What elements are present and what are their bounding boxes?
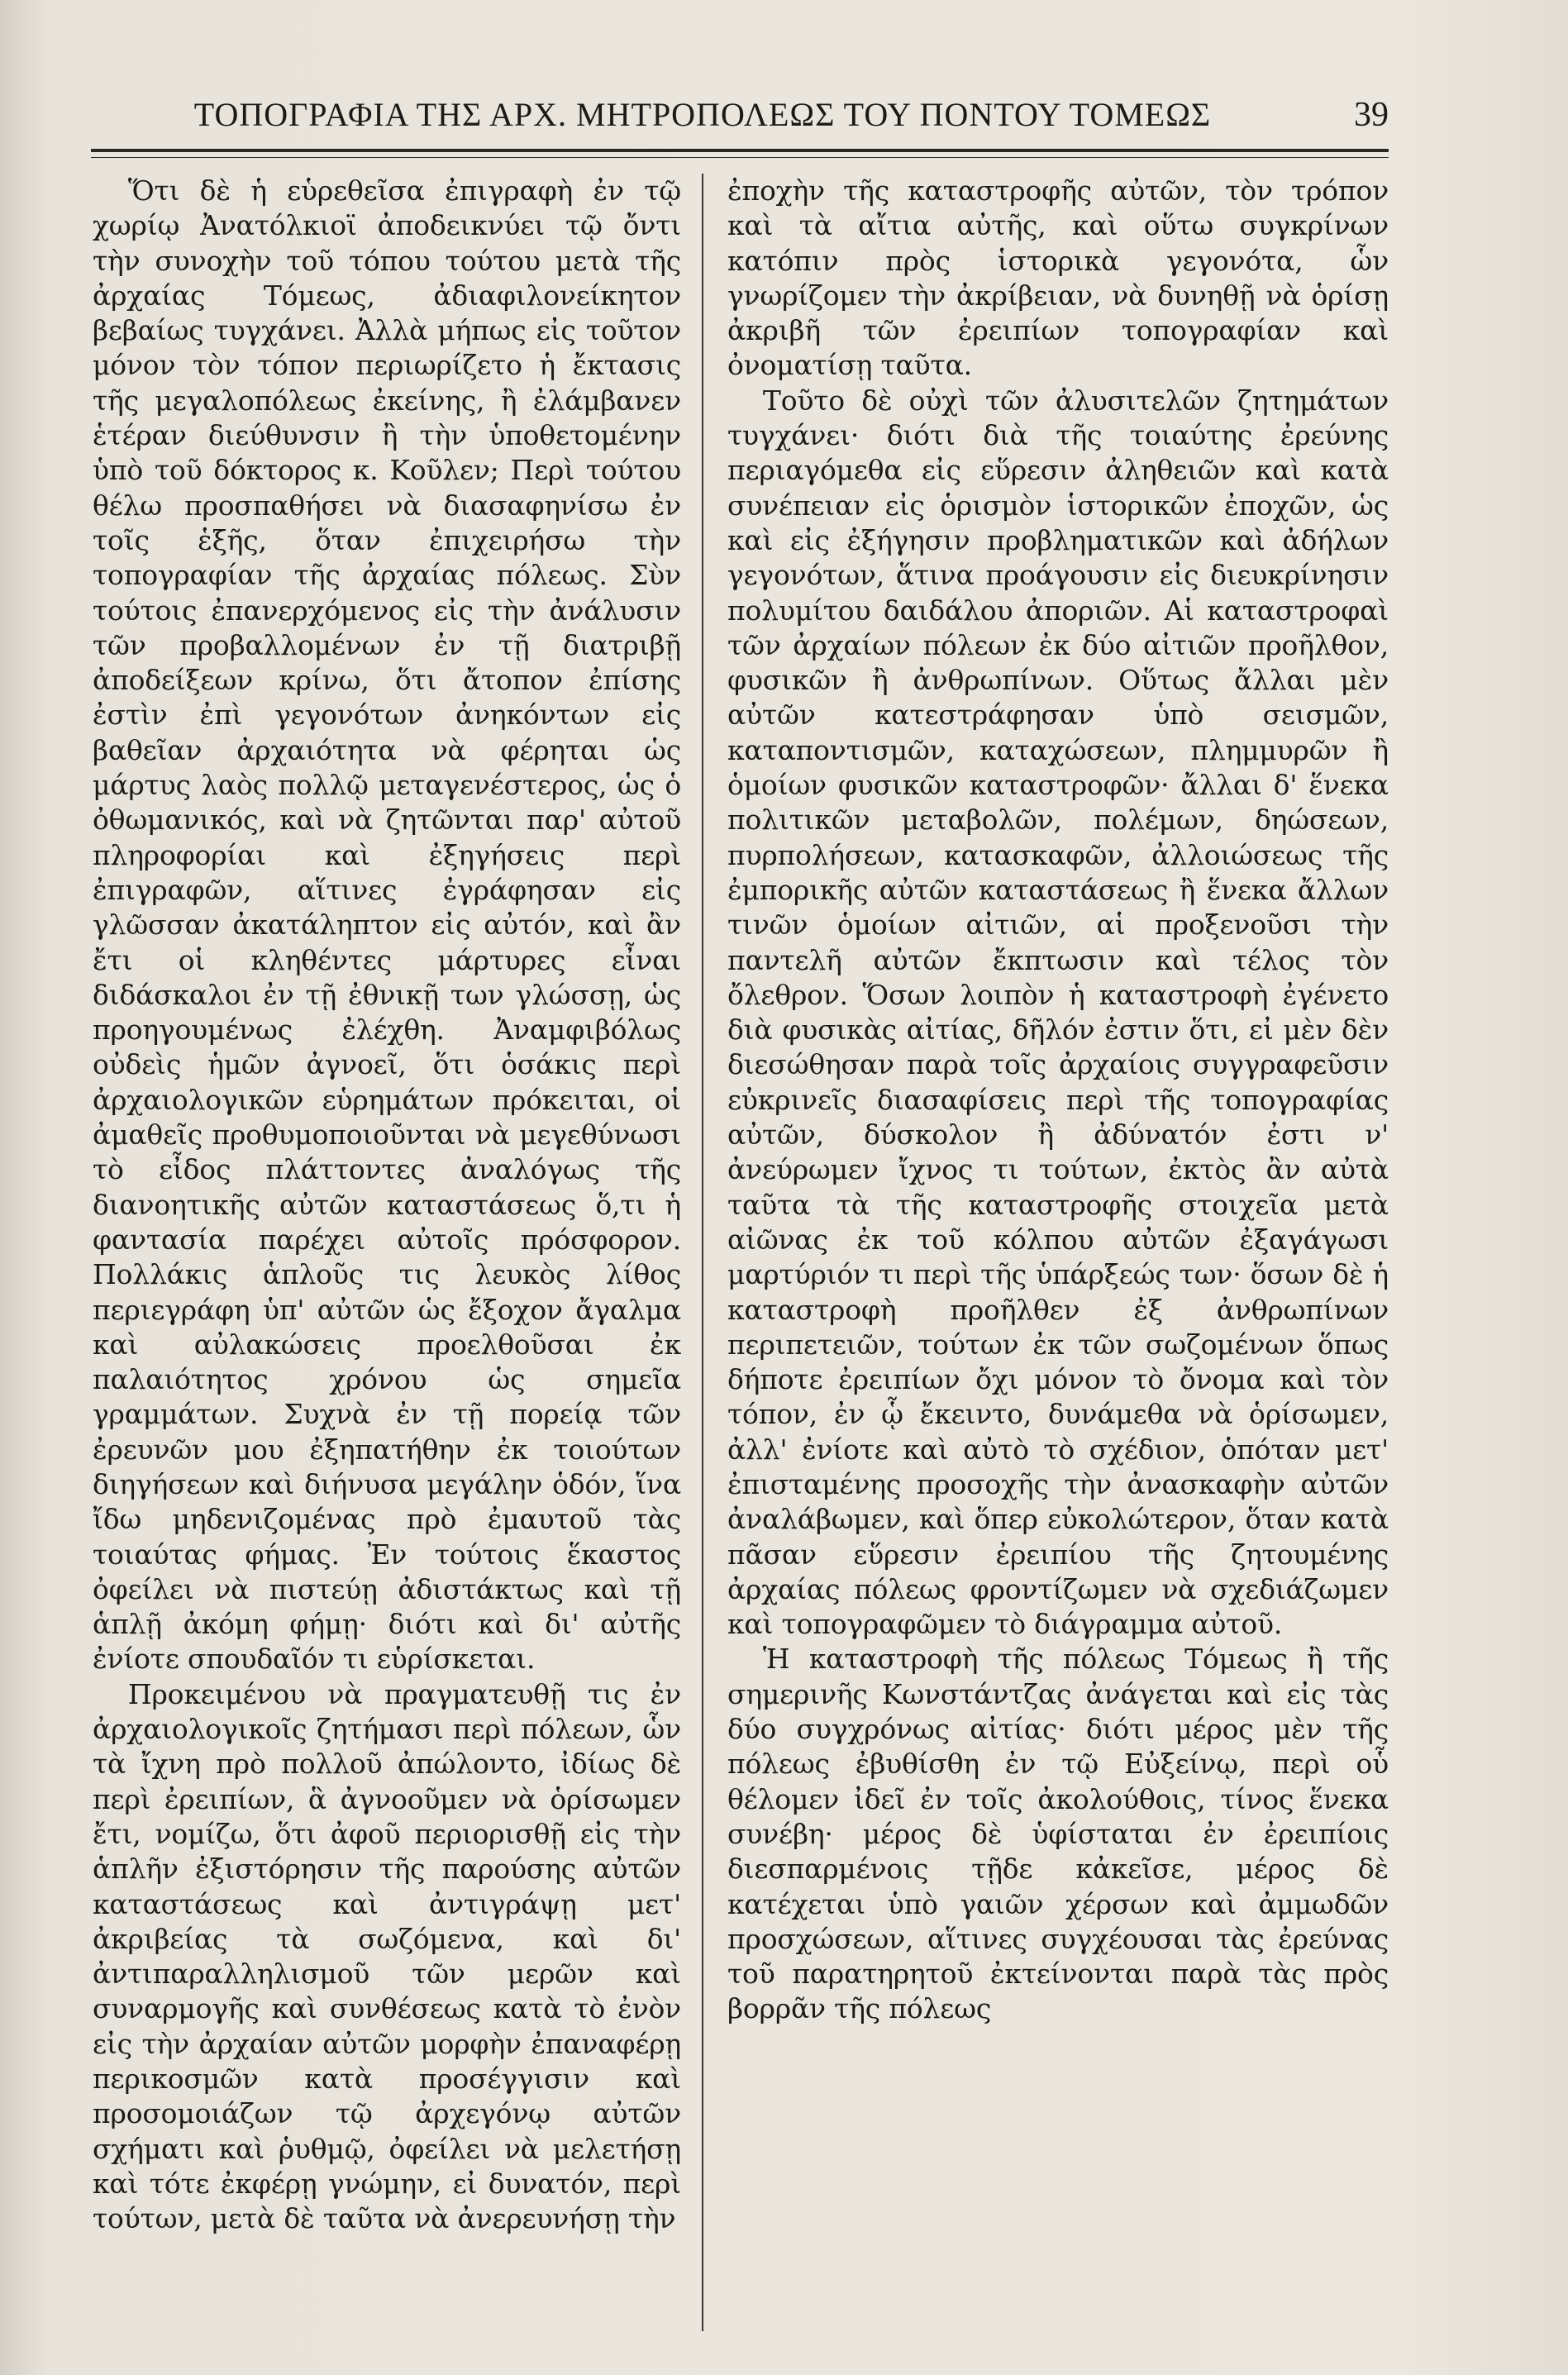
page-number: 39 <box>1354 96 1389 134</box>
header-rule-thin <box>91 157 1389 158</box>
right-column <box>727 174 1389 2339</box>
right-paragraph-2: Τοῦτο δὲ οὐχὶ τῶν ἀλυσιτελῶν ζητημάτων τυγχάνει· διότι διὰ τῆς τοιαύτης ἐρεύνης περιαγόμεθα εἰς εὕρεσιν ἀληθειῶν καὶ κατὰ συνέπειαν εἰς ὁρισμὸν ἱστορικῶν ἐποχῶν, ὡς καὶ εἰς ἐξήγησιν προβληματικῶν καὶ ἀδήλων γεγονότων, ἅτινα προάγουσιν εἰς διευκρίνησιν πολυμίτου δαιδάλου ἀποριῶν. Αἱ καταστροφαὶ τῶν ἀρχαίων πόλεων ἐκ δύο αἰτιῶν προῆλθον, φυσικῶν ἢ ἀνθρωπίνων. Οὕτως ἄλλαι μὲν αὐτῶν κατεστράφησαν ὑπὸ σεισμῶν, καταποντισμῶν, καταχώσεων, πλημμυρῶν ἢ ὁμοίων φυσικῶν καταστροφῶν· ἄλλαι δ' ἕνεκα πολιτικῶν μεταβολῶν, πολέμων, δηώσεων, πυρπολήσεων, κατασκαφῶν, ἀλλοιώσεως τῆς ἐμπορικῆς αὐτῶν καταστάσεως ἢ ἕνεκα ἄλλων τινῶν ὁμοίων αἰτιῶν, αἱ προξενοῦσι τὴν παντελῆ αὐτῶν ἔκπτωσιν καὶ τέλος τὸν ὄλεθρον. Ὅσων λοιπὸν ἡ καταστροφὴ ἐγένετο διὰ φυσικὰς αἰτίας, δῆλόν ἐστιν ὅτι, εἰ μὲν δὲν διεσώθησαν παρὰ τοῖς ἀρχαίοις συγγραφεῦσιν εὐκρινεῖς διασαφίσεις περὶ τῆς τοπογραφίας αὐτῶν, δύσκολον ἢ ἀδύνατόν ἐστι ν' ἀνεύρωμεν ἴχνος τι τούτων, ἐκτὸς ἂν αὐτὰ ταῦτα τὰ τῆς καταστροφῆς στοιχεῖα μετὰ αἰῶνας ἐκ τοῦ κόλπου αὐτῶν ἐξαγάγωσι μαρτύριόν τι περὶ τῆς ὑπάρξεώς των· ὅσων δὲ ἡ καταστροφὴ προῆλθεν ἐξ ἀνθρωπίνων περιπετειῶν, τούτων ἐκ τῶν σωζομένων ὅπως δήποτε ἐρειπίων ὄχι μόνον τὸ ὄνομα καὶ τὸν τόπον, ἐν ᾧ ἔκειντο, δυνάμεθα νὰ ὁρίσωμεν, ἀλλ' ἐνίοτε καὶ αὐτὸ τὸ σχέδιον, ὁπόταν μετ' ἐπισταμένης προσοχῆς τὴν ἀνασκαφὴν αὐτῶν ἀναλάβωμεν, καὶ ὅπερ εὐκολώτερον, ὅταν κατὰ πᾶσαν εὕρεσιν ἐρειπίου τῆς ζητουμένης ἀρχαίας πόλεως φροντίζωμεν νὰ σχεδιάζωμεν καὶ τοπογραφῶμεν τὸ διάγραμμα αὐτοῦ. <box>727 384 1389 1641</box>
column-divider <box>702 174 703 2331</box>
left-paragraph-2: Προκειμένου νὰ πραγματευθῇ τις ἐν ἀρχαιολογικοῖς ζητήμασι περὶ πόλεων, ὧν τὰ ἴχνη πρὸ πολλοῦ ἀπώλοντο, ἰδίως δὲ περὶ ἐρειπίων, ἃ ἀγνοοῦμεν νὰ ὁρίσωμεν ἔτι, νομίζω, ὅτι ἀφοῦ περιορισθῇ εἰς τὴν ἁπλῆν ἐξιστόρησιν τῆς παρούσης αὐτῶν καταστάσεως καὶ ἀντιγράψῃ μετ' ἀκριβείας τὰ σωζόμενα, καὶ δι' ἀντιπαραλληλισμοῦ τῶν μερῶν καὶ συναρμογῆς καὶ συνθέσεως κατὰ τὸ ἐνὸν εἰς τὴν ἀρχαίαν αὐτῶν μορφὴν ἐπαναφέρῃ περικοσμῶν κατὰ προσέγγισιν καὶ προσομοιάζων τῷ ἀρχεγόνῳ αὐτῶν σχήματι καὶ ῥυθμῷ, ὀφείλει νὰ μελετήσῃ καὶ τότε ἐκφέρῃ γνώμην, εἰ δυνατόν, περὶ τούτων, μετὰ δὲ ταῦτα νὰ ἀνερευνήσῃ τὴν <box>93 1677 681 2235</box>
running-title: ΤΟΠΟΓΡΑΦΙΑ ΤΗΣ ΑΡΧ. ΜΗΤΡΟΠΟΛΕΩΣ ΤΟΥ ΠΟΝΤΟΥ ΤΟΜΕΩΣ <box>193 96 1212 133</box>
right-paragraph-3: Ἡ καταστροφὴ τῆς πόλεως Τόμεως ἢ τῆς σημερινῆς Κωνστάντζας ἀνάγεται καὶ εἰς τὰς δύο συγχρόνως αἰτίας· διότι μέρος μὲν τῆς πόλεως ἐβυθίσθη ἐν τῷ Εὐξείνῳ, περὶ οὗ θέλομεν ἰδεῖ ἐν τοῖς ἀκολούθοις, τίνος ἕνεκα συνέβη· μέρος δὲ ὑφίσταται ἐν ἐρειπίοις διεσπαρμένοις τῇδε κἀκεῖσε, μέρος δὲ κατέχεται ὑπὸ γαιῶν χέρσων καὶ ἀμμωδῶν προσχώσεων, αἵτινες συγχέουσαι τὰς ἐρεύνας τοῦ παρατηρητοῦ ἐκτείνονται παρὰ τὰς πρὸς βορρᾶν τῆς πόλεως <box>727 1643 1389 2025</box>
left-paragraph-1: Ὅτι δὲ ἡ εὑρεθεῖσα ἐπιγραφὴ ἐν τῷ χωρίῳ Ἀνατόλκιοϊ ἀποδεικνύει τῷ ὄντι τὴν συνοχὴν τοῦ τόπου τούτου μετὰ τῆς ἀρχαίας Τόμεως, ἀδιαφιλονείκητον βεβαίως τυγχάνει. Ἀλλὰ μήπως εἰς τοῦτον μόνον τὸν τόπον περιωρίζετο ἡ ἔκτασις τῆς μεγαλοπόλεως ἐκείνης, ἢ ἐλάμβανεν ἑτέραν διεύθυνσιν ἢ τὴν ὑποθετομένην ὑπὸ τοῦ δόκτορος κ. Κοῦλεν; Περὶ τούτου θέλω προσπαθήσει νὰ διασαφηνίσω ἐν τοῖς ἑξῆς, ὅταν ἐπιχειρήσω τὴν τοπογραφίαν τῆς ἀρχαίας πόλεως. Σὺν τούτοις ἐπανερχόμενος εἰς τὴν ἀνάλυσιν τῶν προβαλλομένων ἐν τῇ διατριβῇ ἀποδείξεων κρίνω, ὅτι ἄτοπον ἐπίσης ἐστὶν ἐπὶ γεγονότων ἀνηκόντων εἰς βαθεῖαν ἀρχαιότητα νὰ φέρηται ὡς μάρτυς λαὸς πολλῷ μεταγενέστερος, ὡς ὁ ὀθωμανικός, καὶ νὰ ζητῶνται παρ' αὐτοῦ πληροφορίαι καὶ ἐξηγήσεις περὶ ἐπιγραφῶν, αἵτινες ἐγράφησαν εἰς γλῶσσαν ἀκατάληπτον εἰς αὐτόν, καὶ ἂν ἔτι οἱ κληθέντες μάρτυρες εἶναι διδάσκαλοι ἐν τῇ ἐθνικῇ των γλώσσῃ, ὡς προηγουμένως ἐλέχθη. Ἀναμφιβόλως οὐδεὶς ἡμῶν ἀγνοεῖ, ὅτι ὁσάκις περὶ ἀρχαιολογικῶν εὑρημάτων πρόκειται, οἱ ἀμαθεῖς προθυμοποιοῦνται νὰ μεγεθύνωσι τὸ εἶδος πλάττοντες ἀναλόγως τῆς διανοητικῆς αὐτῶν καταστάσεως ὅ,τι ἡ φαντασία παρέχει αὐτοῖς πρόσφορον. Πολλάκις ἁπλοῦς τις λευκὸς λίθος περιεγράφη ὑπ' αὐτῶν ὡς ἔξοχον ἄγαλμα καὶ αὐλακώσεις προελθοῦσαι ἐκ παλαιότητος χρόνου ὡς σημεῖα γραμμάτων. Συχνὰ ἐν τῇ πορείᾳ τῶν ἐρευνῶν μου ἐξηπατήθην ἐκ τοιούτων διηγήσεων καὶ διήνυσα μεγάλην ὁδόν, ἵνα ἴδω μηδενιζομένας πρὸ ἐμαυτοῦ τὰς τοιαύτας φήμας. Ἐν τούτοις ἕκαστος ὀφείλει νὰ πιστεύῃ ἀδιστάκτως καὶ τῇ ἁπλῇ ἀκόμη φήμῃ· διότι καὶ δι' αὐτῆς ἐνίοτε σπουδαῖόν τι εὑρίσκεται. <box>93 174 681 1676</box>
left-column <box>93 174 681 2339</box>
right-paragraph-1: ἐποχὴν τῆς καταστροφῆς αὐτῶν, τὸν τρόπον καὶ τὰ αἴτια αὐτῆς, καὶ οὕτω συγκρίνων κατόπιν πρὸς ἱστορικὰ γεγονότα, ὧν γνωρίζομεν τὴν ἀκρίβειαν, νὰ δυνηθῇ νὰ ὁρίσῃ ἀκριβῆ τῶν ἐρειπίων τοπογραφίαν καὶ ὀνοματίσῃ ταῦτα. <box>727 174 1389 382</box>
page-header <box>91 86 1389 144</box>
header-rule-thick <box>91 149 1389 152</box>
